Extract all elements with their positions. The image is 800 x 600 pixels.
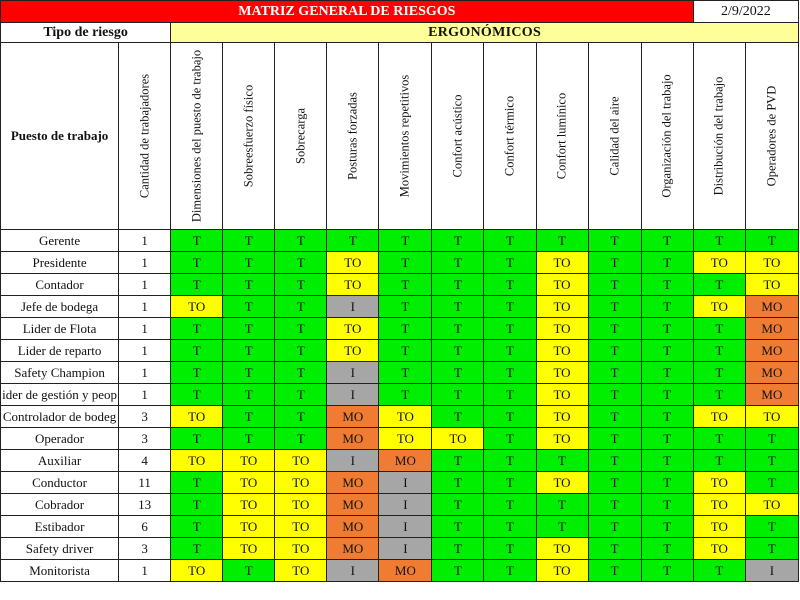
column-header-label: Distribución del trabajo: [711, 76, 726, 196]
risk-level-cell: T: [432, 494, 484, 516]
risk-level-cell: T: [745, 472, 798, 494]
worker-count-cell: 1: [119, 252, 171, 274]
risk-level-cell: T: [379, 318, 432, 340]
table-row: [1, 494, 799, 516]
risk-level-cell: TO: [536, 428, 588, 450]
risk-level-cell: MO: [745, 318, 798, 340]
risk-level-cell: T: [588, 516, 641, 538]
job-position-cell: Monitorista: [1, 560, 119, 582]
matrix-date: 2/9/2022: [693, 1, 798, 23]
risk-level-cell: T: [484, 318, 536, 340]
risk-level-cell: T: [171, 472, 223, 494]
risk-level-cell: TO: [327, 318, 379, 340]
worker-count-cell: 1: [119, 230, 171, 252]
job-position-cell: Estibador: [1, 516, 119, 538]
risk-level-cell: TO: [693, 406, 745, 428]
risk-level-cell: T: [641, 384, 693, 406]
risk-level-cell: T: [536, 494, 588, 516]
risk-level-cell: T: [588, 252, 641, 274]
risk-level-cell: TO: [693, 296, 745, 318]
risk-level-cell: TO: [327, 274, 379, 296]
risk-level-cell: T: [484, 472, 536, 494]
risk-level-cell: T: [693, 274, 745, 296]
risk-level-cell: T: [588, 230, 641, 252]
risk-level-cell: TO: [223, 494, 275, 516]
risk-level-cell: TO: [536, 274, 588, 296]
column-header: [536, 43, 588, 230]
risk-level-cell: T: [588, 318, 641, 340]
risk-level-cell: TO: [693, 516, 745, 538]
risk-level-cell: T: [379, 384, 432, 406]
risk-level-cell: T: [536, 516, 588, 538]
worker-count-cell: 13: [119, 494, 171, 516]
risk-level-cell: TO: [379, 428, 432, 450]
risk-level-cell: TO: [536, 252, 588, 274]
risk-level-cell: TO: [275, 494, 327, 516]
risk-level-cell: T: [641, 406, 693, 428]
job-position-cell: Safety Champion: [1, 362, 119, 384]
job-position-cell: Conductor: [1, 472, 119, 494]
column-header: [641, 43, 693, 230]
risk-level-cell: T: [641, 472, 693, 494]
risk-level-cell: TO: [327, 340, 379, 362]
column-header-label: Confort térmico: [502, 95, 517, 177]
risk-level-cell: T: [588, 274, 641, 296]
column-header: [588, 43, 641, 230]
risk-level-cell: T: [693, 450, 745, 472]
risk-level-cell: T: [484, 384, 536, 406]
risk-level-cell: TO: [379, 406, 432, 428]
risk-level-cell: T: [484, 296, 536, 318]
risk-level-cell: I: [327, 384, 379, 406]
risk-level-cell: TO: [223, 472, 275, 494]
column-header: [693, 43, 745, 230]
risk-level-cell: T: [171, 428, 223, 450]
risk-level-cell: TO: [223, 450, 275, 472]
risk-level-cell: T: [432, 516, 484, 538]
risk-level-cell: T: [693, 362, 745, 384]
risk-level-cell: T: [379, 296, 432, 318]
job-position-cell: Auxiliar: [1, 450, 119, 472]
table-row: [1, 538, 799, 560]
risk-level-cell: T: [641, 560, 693, 582]
risk-level-cell: T: [171, 538, 223, 560]
risk-level-cell: T: [432, 450, 484, 472]
risk-level-cell: T: [275, 230, 327, 252]
risk-level-cell: MO: [379, 450, 432, 472]
worker-count-cell: 1: [119, 318, 171, 340]
job-position-header: Puesto de trabajo: [1, 43, 119, 230]
risk-level-cell: T: [484, 494, 536, 516]
column-header: [275, 43, 327, 230]
risk-level-cell: T: [223, 318, 275, 340]
risk-level-cell: TO: [275, 560, 327, 582]
risk-level-cell: MO: [379, 560, 432, 582]
risk-level-cell: T: [588, 296, 641, 318]
table-row: [1, 450, 799, 472]
risk-level-cell: T: [641, 274, 693, 296]
risk-level-cell: T: [379, 274, 432, 296]
risk-level-cell: T: [484, 230, 536, 252]
risk-level-cell: T: [432, 296, 484, 318]
column-header: [171, 43, 223, 230]
table-row: [1, 252, 799, 274]
risk-level-cell: T: [588, 340, 641, 362]
job-position-cell: Lider de reparto: [1, 340, 119, 362]
risk-level-cell: T: [171, 340, 223, 362]
risk-level-cell: T: [275, 428, 327, 450]
risk-level-cell: T: [379, 230, 432, 252]
risk-level-cell: T: [484, 362, 536, 384]
job-position-cell: Safety driver: [1, 538, 119, 560]
risk-level-cell: T: [432, 318, 484, 340]
risk-level-cell: T: [588, 406, 641, 428]
risk-level-cell: TO: [171, 296, 223, 318]
risk-level-cell: T: [641, 516, 693, 538]
risk-category-label: ERGONÓMICOS: [171, 23, 799, 43]
risk-level-cell: T: [588, 494, 641, 516]
worker-count-cell: 11: [119, 472, 171, 494]
table-row: [1, 296, 799, 318]
risk-level-cell: T: [641, 252, 693, 274]
job-position-cell: Cobrador: [1, 494, 119, 516]
risk-level-cell: T: [484, 428, 536, 450]
risk-level-cell: TO: [275, 472, 327, 494]
risk-level-cell: TO: [536, 538, 588, 560]
risk-level-cell: T: [275, 296, 327, 318]
risk-level-cell: T: [171, 516, 223, 538]
risk-level-cell: I: [327, 450, 379, 472]
risk-level-cell: T: [275, 274, 327, 296]
risk-level-cell: T: [536, 450, 588, 472]
risk-level-cell: TO: [171, 450, 223, 472]
risk-level-cell: MO: [327, 472, 379, 494]
column-header-label: Calidad del aire: [607, 96, 622, 176]
risk-level-cell: T: [484, 560, 536, 582]
risk-level-cell: T: [745, 450, 798, 472]
risk-level-cell: TO: [745, 406, 798, 428]
risk-level-cell: T: [432, 230, 484, 252]
risk-level-cell: T: [588, 538, 641, 560]
table-row: [1, 274, 799, 296]
column-header: [379, 43, 432, 230]
risk-level-cell: T: [223, 296, 275, 318]
risk-level-cell: T: [171, 252, 223, 274]
risk-level-cell: T: [171, 230, 223, 252]
risk-level-cell: T: [223, 428, 275, 450]
risk-level-cell: T: [641, 362, 693, 384]
worker-count-cell: 1: [119, 340, 171, 362]
risk-level-cell: TO: [275, 538, 327, 560]
risk-level-cell: T: [432, 340, 484, 362]
risk-level-cell: T: [641, 296, 693, 318]
risk-level-cell: T: [745, 230, 798, 252]
risk-level-cell: T: [745, 516, 798, 538]
risk-level-cell: TO: [693, 538, 745, 560]
job-position-cell: Contador: [1, 274, 119, 296]
risk-level-cell: TO: [275, 450, 327, 472]
risk-level-cell: T: [693, 318, 745, 340]
table-row: [1, 230, 799, 252]
risk-level-cell: T: [275, 362, 327, 384]
risk-level-cell: TO: [745, 494, 798, 516]
table-row: [1, 406, 799, 428]
risk-level-cell: T: [379, 362, 432, 384]
risk-level-cell: T: [693, 384, 745, 406]
risk-level-cell: TO: [745, 252, 798, 274]
worker-count-cell: 4: [119, 450, 171, 472]
risk-level-cell: TO: [693, 472, 745, 494]
risk-level-cell: T: [641, 494, 693, 516]
risk-level-cell: I: [379, 516, 432, 538]
risk-level-cell: T: [432, 406, 484, 428]
risk-level-cell: T: [275, 252, 327, 274]
column-header-label: Organización del trabajo: [659, 74, 674, 198]
risk-level-cell: T: [641, 428, 693, 450]
worker-count-cell: 1: [119, 384, 171, 406]
table-row: [1, 428, 799, 450]
risk-level-cell: T: [275, 406, 327, 428]
risk-level-cell: I: [379, 538, 432, 560]
risk-level-cell: T: [588, 472, 641, 494]
table-row: [1, 560, 799, 582]
risk-level-cell: T: [432, 362, 484, 384]
column-header-label: Dimensiones del puesto de trabajo: [189, 49, 204, 223]
risk-level-cell: T: [432, 472, 484, 494]
risk-level-cell: TO: [536, 318, 588, 340]
risk-level-cell: T: [223, 362, 275, 384]
job-position-cell: Jefe de bodega: [1, 296, 119, 318]
risk-level-cell: T: [484, 340, 536, 362]
worker-count-cell: 1: [119, 274, 171, 296]
worker-count-cell: 6: [119, 516, 171, 538]
column-header-row: [1, 43, 799, 230]
risk-level-cell: T: [223, 252, 275, 274]
risk-level-cell: T: [223, 406, 275, 428]
risk-level-cell: T: [641, 450, 693, 472]
risk-level-cell: T: [275, 340, 327, 362]
worker-count-cell: 3: [119, 428, 171, 450]
risk-level-cell: MO: [745, 296, 798, 318]
risk-level-cell: T: [588, 450, 641, 472]
risk-level-cell: T: [588, 560, 641, 582]
risk-level-cell: T: [432, 252, 484, 274]
risk-level-cell: TO: [432, 428, 484, 450]
column-header-label: Movimientos repetitivos: [397, 74, 412, 198]
risk-type-label: Tipo de riesgo: [1, 23, 171, 43]
risk-level-cell: T: [536, 230, 588, 252]
risk-level-cell: TO: [275, 516, 327, 538]
worker-count-cell: 1: [119, 296, 171, 318]
column-header-label: Operadores de PVD: [764, 85, 779, 187]
risk-level-cell: T: [171, 362, 223, 384]
risk-level-cell: TO: [223, 538, 275, 560]
risk-level-cell: T: [432, 384, 484, 406]
risk-level-cell: T: [223, 230, 275, 252]
column-header-label: Confort acústico: [450, 94, 465, 178]
risk-level-cell: TO: [536, 384, 588, 406]
risk-level-cell: TO: [171, 560, 223, 582]
risk-level-cell: TO: [693, 494, 745, 516]
risk-level-cell: T: [484, 538, 536, 560]
table-row: [1, 472, 799, 494]
risk-level-cell: T: [745, 538, 798, 560]
table-row: [1, 516, 799, 538]
job-position-cell: Gerente: [1, 230, 119, 252]
matrix-title: MATRIZ GENERAL DE RIESGOS: [1, 1, 694, 23]
risk-level-cell: TO: [536, 406, 588, 428]
table-row: [1, 340, 799, 362]
worker-count-cell: 1: [119, 560, 171, 582]
risk-level-cell: MO: [745, 340, 798, 362]
risk-level-cell: T: [223, 560, 275, 582]
risk-level-cell: T: [484, 516, 536, 538]
job-position-cell: Lider de Flota: [1, 318, 119, 340]
risk-level-cell: T: [588, 362, 641, 384]
job-position-cell: Controlador de bodeg: [1, 406, 119, 428]
risk-level-cell: MO: [327, 494, 379, 516]
risk-level-cell: T: [223, 340, 275, 362]
risk-level-cell: TO: [536, 362, 588, 384]
risk-level-cell: T: [171, 384, 223, 406]
column-header-label: Cantidad de trabajadores: [137, 73, 152, 199]
risk-level-cell: T: [432, 274, 484, 296]
risk-level-cell: T: [171, 274, 223, 296]
risk-level-cell: MO: [745, 384, 798, 406]
column-header-label: Sobreesfuerzo físico: [241, 84, 256, 188]
risk-level-cell: I: [327, 560, 379, 582]
column-header-label: Posturas forzadas: [345, 92, 360, 180]
column-header: [119, 43, 171, 230]
risk-level-cell: I: [379, 472, 432, 494]
risk-level-cell: T: [484, 406, 536, 428]
risk-level-cell: I: [745, 560, 798, 582]
worker-count-cell: 3: [119, 406, 171, 428]
job-position-cell: ider de gestión y peop: [1, 384, 119, 406]
worker-count-cell: 3: [119, 538, 171, 560]
risk-level-cell: T: [432, 560, 484, 582]
risk-level-cell: T: [693, 428, 745, 450]
risk-level-cell: TO: [536, 296, 588, 318]
risk-level-cell: I: [327, 296, 379, 318]
risk-level-cell: TO: [536, 340, 588, 362]
risk-level-cell: T: [588, 384, 641, 406]
worker-count-cell: 1: [119, 362, 171, 384]
risk-level-cell: T: [641, 340, 693, 362]
table-row: [1, 362, 799, 384]
risk-level-cell: T: [484, 252, 536, 274]
column-header: [223, 43, 275, 230]
risk-level-cell: T: [275, 384, 327, 406]
risk-level-cell: T: [745, 428, 798, 450]
risk-level-cell: T: [171, 318, 223, 340]
risk-level-cell: MO: [745, 362, 798, 384]
risk-level-cell: T: [223, 384, 275, 406]
table-row: [1, 384, 799, 406]
risk-level-cell: T: [484, 450, 536, 472]
risk-level-cell: MO: [327, 428, 379, 450]
title-row: [1, 1, 799, 23]
risk-level-cell: T: [693, 340, 745, 362]
risk-level-cell: I: [379, 494, 432, 516]
risk-level-cell: T: [693, 230, 745, 252]
risk-level-cell: T: [171, 494, 223, 516]
risk-level-cell: T: [641, 318, 693, 340]
risk-level-cell: T: [379, 252, 432, 274]
risk-level-cell: TO: [536, 560, 588, 582]
risk-level-cell: T: [693, 560, 745, 582]
column-header: [327, 43, 379, 230]
risk-level-cell: T: [327, 230, 379, 252]
column-header: [484, 43, 536, 230]
risk-level-cell: T: [379, 340, 432, 362]
risk-level-cell: T: [641, 230, 693, 252]
risk-level-cell: TO: [536, 472, 588, 494]
risk-level-cell: T: [275, 318, 327, 340]
column-header-label: Confort lumínico: [554, 92, 569, 180]
risk-level-cell: MO: [327, 538, 379, 560]
column-header: [432, 43, 484, 230]
risk-level-cell: T: [484, 274, 536, 296]
risk-level-cell: T: [223, 274, 275, 296]
risk-level-cell: MO: [327, 406, 379, 428]
risk-level-cell: I: [327, 362, 379, 384]
risk-level-cell: TO: [223, 516, 275, 538]
risk-level-cell: TO: [693, 252, 745, 274]
risk-level-cell: T: [588, 428, 641, 450]
risk-level-cell: T: [641, 538, 693, 560]
risk-level-cell: MO: [327, 516, 379, 538]
risk-level-cell: TO: [327, 252, 379, 274]
risk-level-cell: T: [432, 538, 484, 560]
risk-level-cell: TO: [171, 406, 223, 428]
job-position-cell: Operador: [1, 428, 119, 450]
column-header: [745, 43, 798, 230]
job-position-cell: Presidente: [1, 252, 119, 274]
column-header-label: Sobrecarga: [293, 108, 308, 164]
category-row: [1, 23, 799, 43]
risk-level-cell: TO: [745, 274, 798, 296]
table-row: [1, 318, 799, 340]
